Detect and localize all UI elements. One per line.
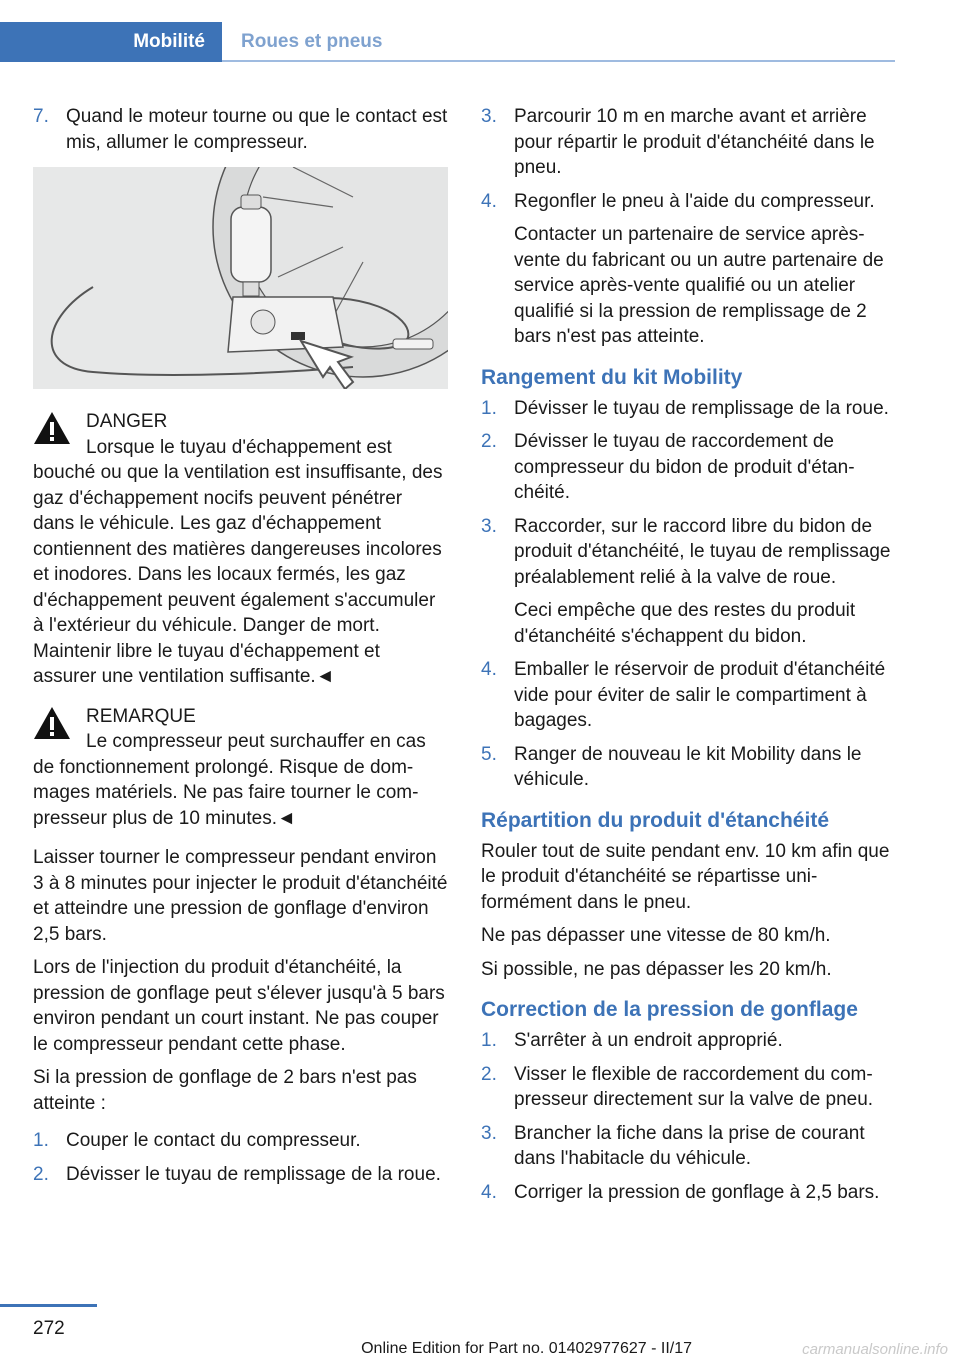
remark-notice — [33, 704, 448, 832]
compressor-illustration — [33, 167, 448, 389]
step-7 — [33, 104, 448, 155]
step-text: Quand le moteur tourne ou que le contact est mis, allumer le compresseur. — [66, 106, 448, 153]
section-title-repartition: Répartition du produit d'étanchéité — [481, 808, 829, 832]
list-item — [481, 189, 896, 215]
step-number: 4. — [481, 659, 497, 680]
step-text: Emballer le réservoir de produit d'étanchéité vide pour éviter de salir le compartiment à bagages. — [514, 659, 886, 731]
step-note: Contacter un partenaire de service après-vente du fabricant ou un autre partenaire de service après-vente qualifié ou un atelier qualifié si la pression de remplissage de 2 bars n'est pas atteinte. — [514, 224, 884, 347]
step-number: 3. — [481, 106, 497, 127]
list-item — [481, 657, 896, 734]
list-item — [481, 742, 896, 793]
paragraph-pressure-peak: Lors de l'injection du produit d'étanchéité, la pression de gonflage peut s'élever jusqu'à 5 bars environ pendant un court instant. Ne pas couper le compresseur pendant cette phase. — [33, 957, 445, 1055]
step-number: 4. — [481, 1181, 497, 1203]
step-number: 3. — [481, 515, 497, 537]
remark-lead: Le compresseur peut surchauffer en cas — [86, 731, 426, 752]
danger-lead: Lorsque le tuyau d'échappement est — [86, 436, 392, 458]
page-header — [0, 22, 895, 62]
section-title-rangement: Rangement du kit Mobility — [481, 365, 743, 389]
section-title-correction: Correction de la pression de gonflage — [481, 998, 858, 1021]
step-text: Brancher la fiche dans la prise de courant dans l'habitacle du véhicule. — [514, 1122, 865, 1169]
list-item — [481, 514, 896, 591]
list-item — [481, 396, 896, 422]
watermark: carmanualsonline.info — [802, 1341, 948, 1358]
compressor-drawing — [33, 167, 448, 389]
paragraph-pressure-not-reached: Si la pression de gonflage de 2 bars n'est pas atteinte : — [33, 1067, 417, 1114]
step-number: 7. — [33, 106, 49, 127]
edition-note: Online Edition for Part no. 01402977627 - II/17 — [361, 1340, 692, 1357]
list-item — [481, 429, 896, 506]
footer-rule — [0, 1304, 97, 1307]
step-text: Ranger de nouveau le kit Mobility dans le véhicule. — [514, 743, 862, 790]
paragraph-compressor-duration: Laisser tourner le compresseur pendant environ 3 à 8 minutes pour injecter le produit d'étanchéité et atteindre une pression de gonflage d'environ 2,5 bars. — [33, 847, 448, 945]
step-text: Dévisser le tuyau de remplissage de la roue. — [66, 1163, 441, 1185]
danger-title: DANGER — [86, 411, 168, 432]
paragraph-speed-recommend: Si possible, ne pas dépasser les 20 km/h. — [481, 958, 832, 980]
step-text: Dévisser le tuyau de raccordement de compresseur du bidon de produit d'étanchéité. — [514, 431, 855, 503]
step-number: 4. — [481, 190, 497, 212]
step-number: 1. — [33, 1130, 49, 1151]
step-text: Corriger la pression de gonflage à 2,5 bars. — [514, 1181, 880, 1203]
warning-triangle-icon — [33, 411, 71, 445]
paragraph-speed-limit: Ne pas dépasser une vitesse de 80 km/h. — [481, 925, 831, 946]
step-number: 2. — [33, 1163, 49, 1185]
step-text: Parcourir 10 m en marche avant et arrière pour répartir le produit d'étanchéité dans le pneu. — [514, 106, 875, 178]
step-number: 2. — [481, 1063, 497, 1085]
list-item — [481, 1180, 896, 1206]
list-item — [481, 1028, 896, 1054]
remark-body: de fonctionnement prolongé. Risque de dommages matériels. Ne pas faire tourner le compresseur plus de 10 minutes.◄ — [33, 756, 419, 829]
step-text: Visser le flexible de raccordement du compresseur directement sur la valve de pneu. — [514, 1063, 874, 1110]
list-item — [33, 1162, 448, 1188]
remark-title: REMARQUE — [86, 705, 196, 727]
step-number: 1. — [481, 1030, 497, 1051]
list-item — [33, 1128, 448, 1154]
step-text: Dévisser le tuyau de remplissage de la roue. — [514, 397, 889, 419]
tab-roues-et-pneus[interactable]: Roues et pneus — [222, 22, 895, 62]
left-step-list — [33, 1128, 448, 1187]
list-item — [481, 1121, 896, 1172]
warning-triangle-icon — [33, 706, 71, 740]
step-text: Raccorder, sur le raccord libre du bidon de produit d'étanchéité, le tuyau de remplissage préalablement relié à la valve de roue. — [514, 515, 891, 588]
step-number: 1. — [481, 397, 497, 419]
step-text: S'arrêter à un endroit approprié. — [514, 1030, 783, 1051]
step-text: Regonfler le pneu à l'aide du compresseur. — [514, 190, 875, 212]
danger-body: bouché ou que la ventilation est insuffisante, des gaz d'échappement nocifs peuvent pénétrer dans le véhicule. Les gaz d'échappement contiennent des matières dangereuses incolores et inodores. Dans les locaux fermés, les gaz d'échappement peuvent également s'accumuler à l'extérieur du véhicule. Danger de mort. Maintenir libre le tuyau d'échappement et assurer une ventilation suffisante.◄ — [33, 462, 443, 687]
step-text: Couper le contact du compresseur. — [66, 1130, 361, 1151]
danger-warning — [33, 409, 448, 690]
page-number: 272 — [33, 1318, 65, 1339]
step-number: 2. — [481, 431, 497, 452]
step-number: 3. — [481, 1122, 497, 1144]
left-column — [33, 104, 448, 1195]
step-note: Ceci empêche que des restes du produit d'étanchéité s'échappent du bidon. — [514, 600, 856, 647]
paragraph-drive-distance: Rouler tout de suite pendant env. 10 km afin que le produit d'étanchéité se répartisse uniformément dans le pneu. — [481, 840, 890, 913]
list-item — [481, 104, 896, 181]
right-column — [481, 104, 896, 1213]
step-number: 5. — [481, 743, 497, 765]
tab-mobilite[interactable]: Mobilité — [0, 22, 222, 62]
list-item — [481, 1062, 896, 1113]
